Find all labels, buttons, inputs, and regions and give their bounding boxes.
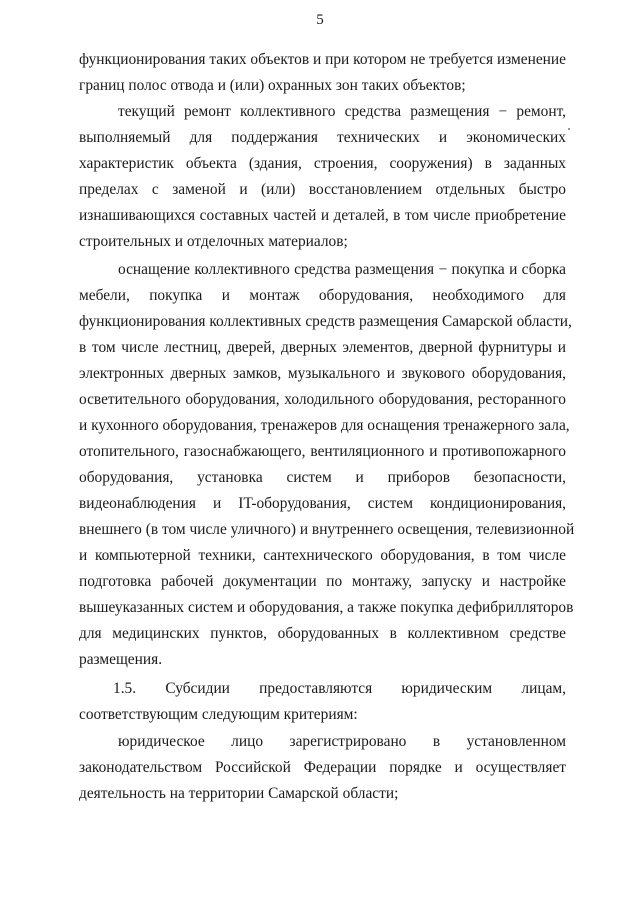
text-line: электронных дверных замков, музыкального и звукового оборудования, [79,365,566,382]
text-line: деятельность на территории Самарской области; [79,785,399,802]
text-line: пределах с заменой и (или) восстановлением отдельных быстро [79,181,566,198]
text-line: изнашивающихся составных частей и деталей, в том числе приобретение [79,207,566,224]
text-line: законодательством Российской Федерации порядке и осуществляет [79,759,566,776]
text-line: и компьютерной техники, сантехнического оборудования, в том числе [79,547,566,564]
text-line: вышеуказанных систем и оборудования, а также покупка дефибрилляторов [79,599,574,616]
text-line: подготовка рабочей документации по монтажу, запуску и настройке [79,573,566,590]
page-number: 5 [316,12,324,28]
text-line: юридическое лицо зарегистрировано в установленном [118,733,566,750]
text-line: соответствующим следующим критериям: [79,706,358,723]
text-line: в том числе лестниц, дверей, дверных элементов, дверной фурнитуры и [79,339,566,356]
text-line: функционирования коллективных средств размещения Самарской области, [79,313,572,330]
text-line: характеристик объекта (здания, строения, сооружения) в заданных [79,155,566,172]
text-line: функционирования таких объектов и при котором не требуется изменение [79,51,566,68]
section-1-5-line: 1.5. Субсидии предоставляются юридическим лицам, [113,680,566,697]
text-line: текущий ремонт коллективного средства размещения − ремонт, [118,103,566,120]
text-line: для медицинских пунктов, оборудованных в коллективном средстве [79,625,566,642]
text-line: видеонаблюдения и IT-оборудования, систем кондиционирования, [79,495,566,512]
text-line: и кухонного оборудования, тренажеров для оснащения тренажерного зала, [79,417,570,434]
text-line: оснащение коллективного средства размещения − покупка и сборка [118,261,566,278]
text-line: внешнего (в том числе уличного) и внутреннего освещения, телевизионной [79,521,575,538]
text-line: отопительного, газоснабжающего, вентиляционного и противопожарного [79,443,566,460]
text-line: границ полос отвода и (или) охранных зон таких объектов; [79,77,466,94]
text-line: размещения. [79,651,163,668]
text-line: выполняемый для поддержания технических и экономических [79,129,566,146]
text-line: оборудования, установка систем и приборов безопасности, [79,469,566,486]
text-line: осветительного оборудования, холодильного оборудования, ресторанного [79,391,566,408]
scan-speck [568,128,570,130]
text-line: мебели, покупка и монтаж оборудования, необходимого для [79,287,566,304]
text-line: строительных и отделочных материалов; [79,233,348,250]
